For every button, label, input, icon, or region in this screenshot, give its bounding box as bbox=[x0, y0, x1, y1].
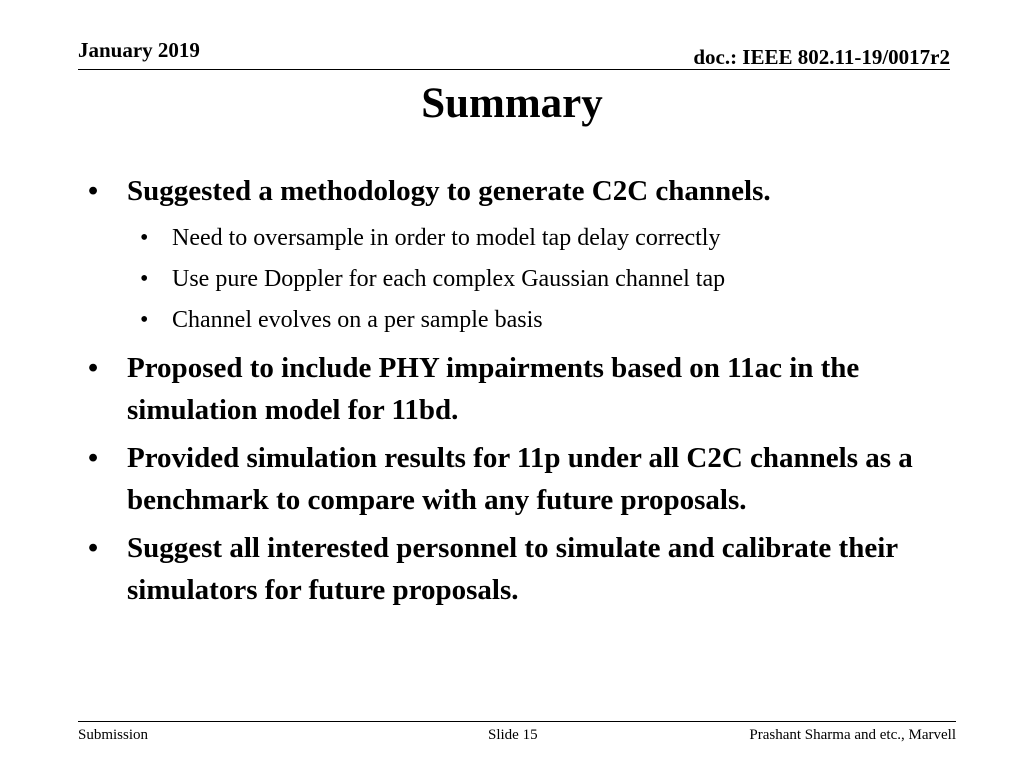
header-date: January 2019 bbox=[78, 38, 200, 62]
sub-bullet-icon: • bbox=[140, 225, 149, 251]
sub-bullet-list bbox=[88, 218, 968, 341]
footer-divider bbox=[78, 721, 956, 722]
bullet-text: Provided simulation results for 11p under all C2C channels as a benchmark to compare with any future proposals. bbox=[127, 442, 913, 516]
bullet-text: Suggest all interested personnel to simulate and calibrate their simulators for future proposals. bbox=[127, 532, 898, 606]
bullet-text: Proposed to include PHY impairments based on 11ac in the simulation model for 11bd. bbox=[127, 352, 860, 426]
footer-slide-number: Slide 15 bbox=[488, 727, 538, 743]
sub-bullet-icon: • bbox=[140, 266, 149, 292]
sub-bullet-text: Need to oversample in order to model tap delay correctly bbox=[172, 225, 721, 251]
sub-bullet-text: Channel evolves on a per sample basis bbox=[172, 307, 543, 333]
slide-content bbox=[88, 170, 968, 617]
bullet-item bbox=[88, 437, 968, 521]
footer-author: Prashant Sharma and etc., Marvell bbox=[749, 727, 956, 743]
sub-bullet-item bbox=[88, 259, 968, 300]
slide-title: Summary bbox=[421, 80, 603, 127]
bullet-item bbox=[88, 170, 968, 212]
bullet-icon: • bbox=[88, 352, 99, 384]
bullet-item bbox=[88, 527, 968, 611]
bullet-icon: • bbox=[88, 442, 99, 474]
bullet-icon: • bbox=[88, 175, 99, 207]
sub-bullet-icon: • bbox=[140, 307, 149, 333]
sub-bullet-item bbox=[88, 300, 968, 341]
header-divider bbox=[78, 69, 950, 70]
footer-submission: Submission bbox=[78, 727, 149, 743]
bullet-icon: • bbox=[88, 532, 99, 564]
header-doc-id: doc.: IEEE 802.11-19/0017r2 bbox=[693, 45, 950, 69]
sub-bullet-item bbox=[88, 218, 968, 259]
bullet-item bbox=[88, 347, 968, 431]
bullet-text: Suggested a methodology to generate C2C channels. bbox=[127, 175, 771, 207]
sub-bullet-text: Use pure Doppler for each complex Gaussian channel tap bbox=[172, 266, 726, 292]
